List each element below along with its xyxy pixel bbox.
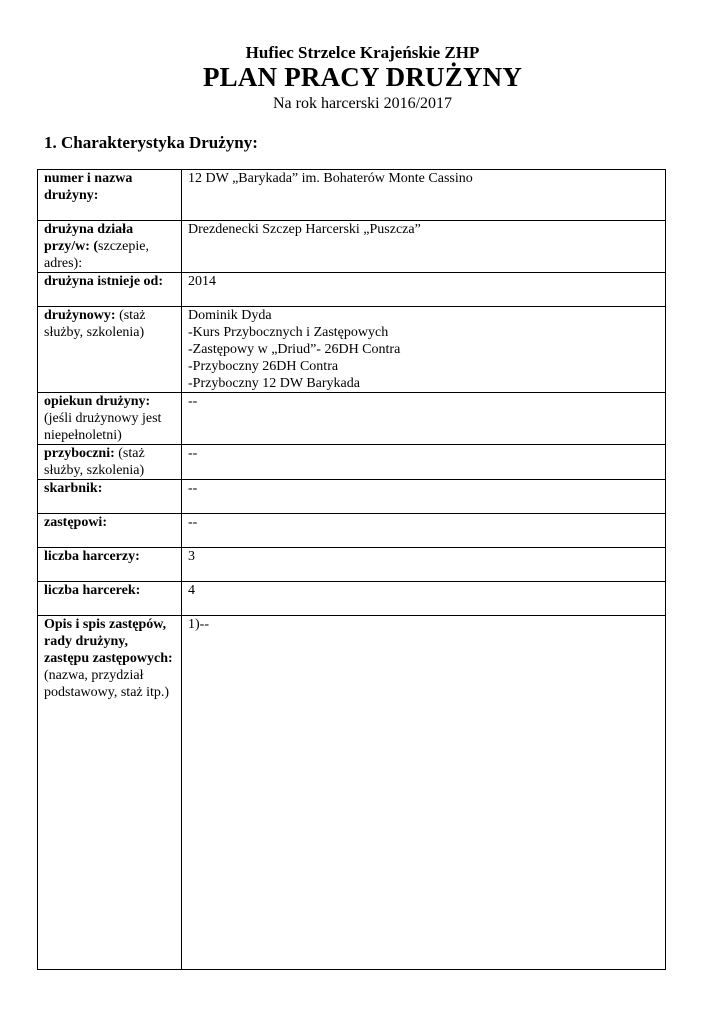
table-row [38,582,666,616]
row-label [38,307,182,393]
label-normal: (nazwa, przydział podstawowy, staż itp.) [44,668,170,700]
team-characteristics-table [37,169,666,970]
label-normal: (staż służby, szkolenia) [44,308,146,340]
table-row [38,307,666,393]
value-line: 3 [188,549,195,564]
row-value [182,548,666,582]
value-line: 1)-- [188,617,209,632]
value-line: -Kurs Przybocznych i Zastępowych [188,325,389,340]
row-value [182,616,666,970]
row-value [182,514,666,548]
value-line: 12 DW „Barykada” im. Bohaterów Monte Cassino [188,171,473,186]
row-label [38,582,182,616]
label-bold: zastępowi: [44,515,107,530]
row-value [182,393,666,445]
label-bold: drużyna istnieje od: [44,274,163,289]
table-row [38,514,666,548]
value-line: 2014 [188,274,216,289]
label-normal: (staż służby, szkolenia) [44,446,145,478]
row-value [182,445,666,480]
row-value [182,273,666,307]
organization-name: Hufiec Strzelce Krajeńskie ZHP [245,43,480,62]
value-line: 4 [188,583,195,598]
label-bold: skarbnik: [44,481,103,496]
label-bold: drużynowy: [44,308,116,323]
row-label [38,548,182,582]
value-line: -- [188,394,198,409]
table-row [38,170,666,221]
label-normal: szczepie, adres): [44,239,149,271]
table-row [38,221,666,273]
table-row [38,393,666,445]
label-normal: (jeśli drużynowy jest niepełnoletni) [44,411,162,443]
label-bold: liczba harcerzy: [44,549,140,564]
row-label [38,221,182,273]
value-line: -Przyboczny 12 DW Barykada [188,376,360,391]
label-bold: przyboczni: [44,446,115,461]
table-row [38,273,666,307]
row-value [182,307,666,393]
row-label [38,273,182,307]
page-title: PLAN PRACY DRUŻYNY [202,62,523,92]
row-value [182,480,666,514]
row-label [38,445,182,480]
label-bold: opiekun drużyny: [44,394,151,409]
value-line: -- [188,481,198,496]
value-line: -Przyboczny 26DH Contra [188,359,339,374]
label-bold: numer i nazwa drużyny: [44,171,133,203]
table-row [38,480,666,514]
school-year: Na rok harcerski 2016/2017 [272,95,453,112]
row-label [38,616,182,970]
row-label [38,393,182,445]
value-line: -- [188,515,198,530]
label-bold: Opis i spis zastępów, rady drużyny, zastępu zastępowych: [44,617,173,666]
label-bold: drużyna działa przy/w: ( [44,222,134,254]
table-row [38,548,666,582]
row-label [38,514,182,548]
row-value [182,221,666,273]
label-bold: liczba harcerek: [44,583,141,598]
row-label [38,480,182,514]
row-value [182,170,666,221]
row-label [38,170,182,221]
table-row [38,616,666,970]
value-line: Drezdenecki Szczep Harcerski „Puszcza” [188,222,421,237]
value-line: -Zastępowy w „Driud”- 26DH Contra [188,342,401,357]
value-line: -- [188,446,198,461]
table-row [38,445,666,480]
value-line: Dominik Dyda [188,308,272,323]
row-value [182,582,666,616]
section-title: 1. Charakterystyka Drużyny: [44,133,258,152]
